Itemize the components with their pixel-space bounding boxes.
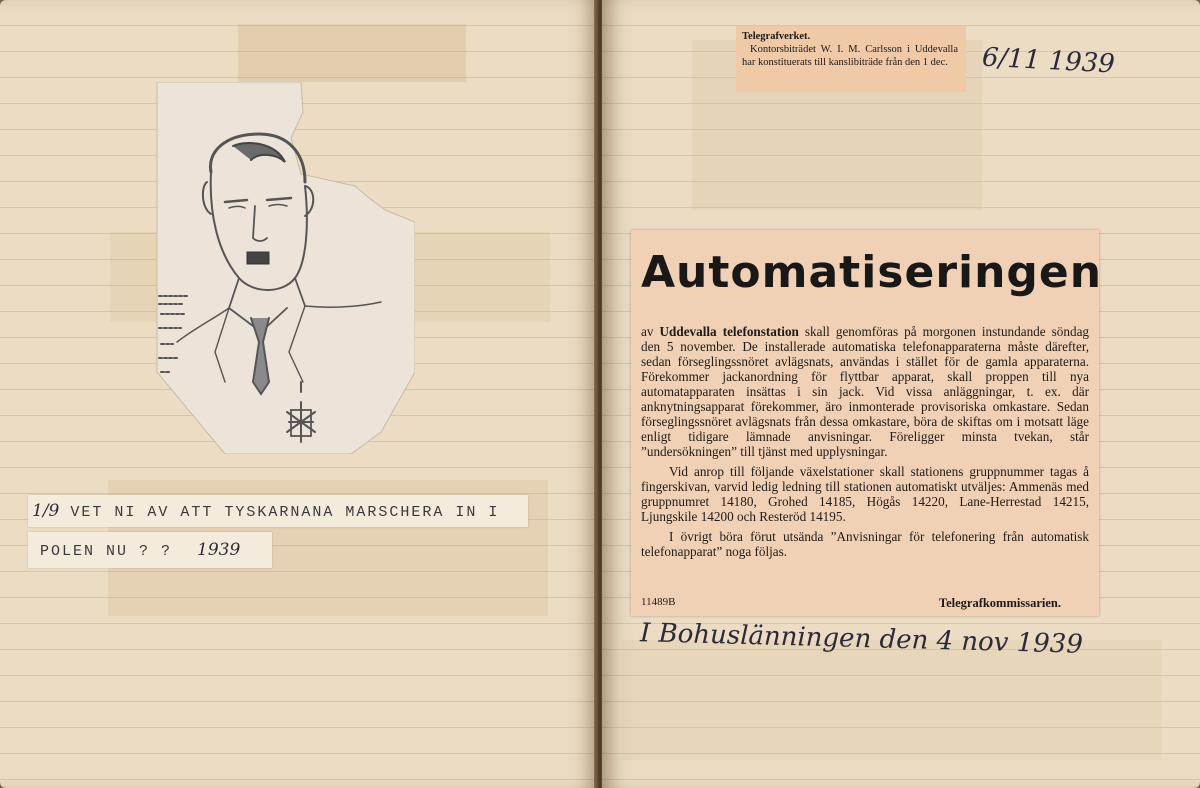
typed-strip-text-1: VET NI AV ATT TYSKARNANA MARSCHERA IN I: [70, 504, 500, 521]
article-footer: [641, 596, 1061, 611]
newspaper-clipping-notice: [736, 26, 966, 92]
article-signature: Telegrafkommissarien.: [938, 596, 1061, 610]
portrait-drawing: [155, 82, 415, 454]
notice-body: Kontorsbiträdet W. I. M. Carlsson i Uddevalla har konstituerats till kanslibiträde från den 1 dec.: [742, 44, 958, 68]
article-lead-prefix: av: [641, 324, 654, 339]
article-paragraph-1: [641, 324, 1089, 459]
pencil-portrait-sketch: [155, 82, 415, 454]
article-paragraph-1-text: skall genomföras på morgonen instundande söndag den 5 november. De installerade automatiska telefonapparaterna måste därefter, sedan förseglingssnöret avlägsnats, användas i stället för de gamla apparaterna. Förekommer jackanordning för flyttbar apparat, skall proppen till nya automatapparaten insättas i sin jack. Vid vissa anläggningar, t. ex. där anknytningsapparat förekommer, äro inmonterade provisoriska omkastare. Sedan förseglingssnöret avlägsnats från dessa omkastare, böra de skiftas om i motsatt läge enligt tidigare lämnade anvisningar. Föreligger minsta tvekan, står ”undersökningen” till tjänst med upplysningar.: [641, 324, 1090, 459]
left-page: [0, 0, 598, 788]
newspaper-clipping-article: [631, 230, 1103, 616]
article-title: Automatiseringen: [641, 247, 1103, 298]
typed-strip-line-1: [28, 495, 528, 527]
notice-heading: Telegrafverket.: [742, 31, 811, 42]
handwritten-source-caption: I Bohuslänningen den 4 nov 1939: [639, 618, 1084, 660]
article-paragraph-3: I övrigt böra förut utsända ”Anvisningar för telefonering från automatisk telefonapparat” noga följas.: [641, 529, 1089, 559]
article-lead-bold: Uddevalla telefonstation: [659, 324, 799, 339]
article-code: 11489B: [641, 596, 676, 608]
typed-strip-text-2: POLEN NU ? ?: [40, 543, 173, 560]
handwritten-clipping-date: 6/11 1939: [981, 42, 1116, 80]
glue-stain: [238, 24, 466, 82]
typed-strip-line-2: [28, 532, 272, 568]
article-paragraph-2: Vid anrop till följande växelstationer skall stationens gruppnummer tagas å fingerskivan, varvid ledig ledning till stationen automatiskt utväljes: Ammenäs med gruppnumret 14180, Grohed 14185, Högås 14220, Lane-Herrestad 14215, Ljungskile 14200 och Resteröd 14195.: [641, 464, 1089, 524]
handwritten-year: 1939: [197, 540, 241, 560]
handwritten-date-fraction: 1/9: [32, 501, 60, 521]
